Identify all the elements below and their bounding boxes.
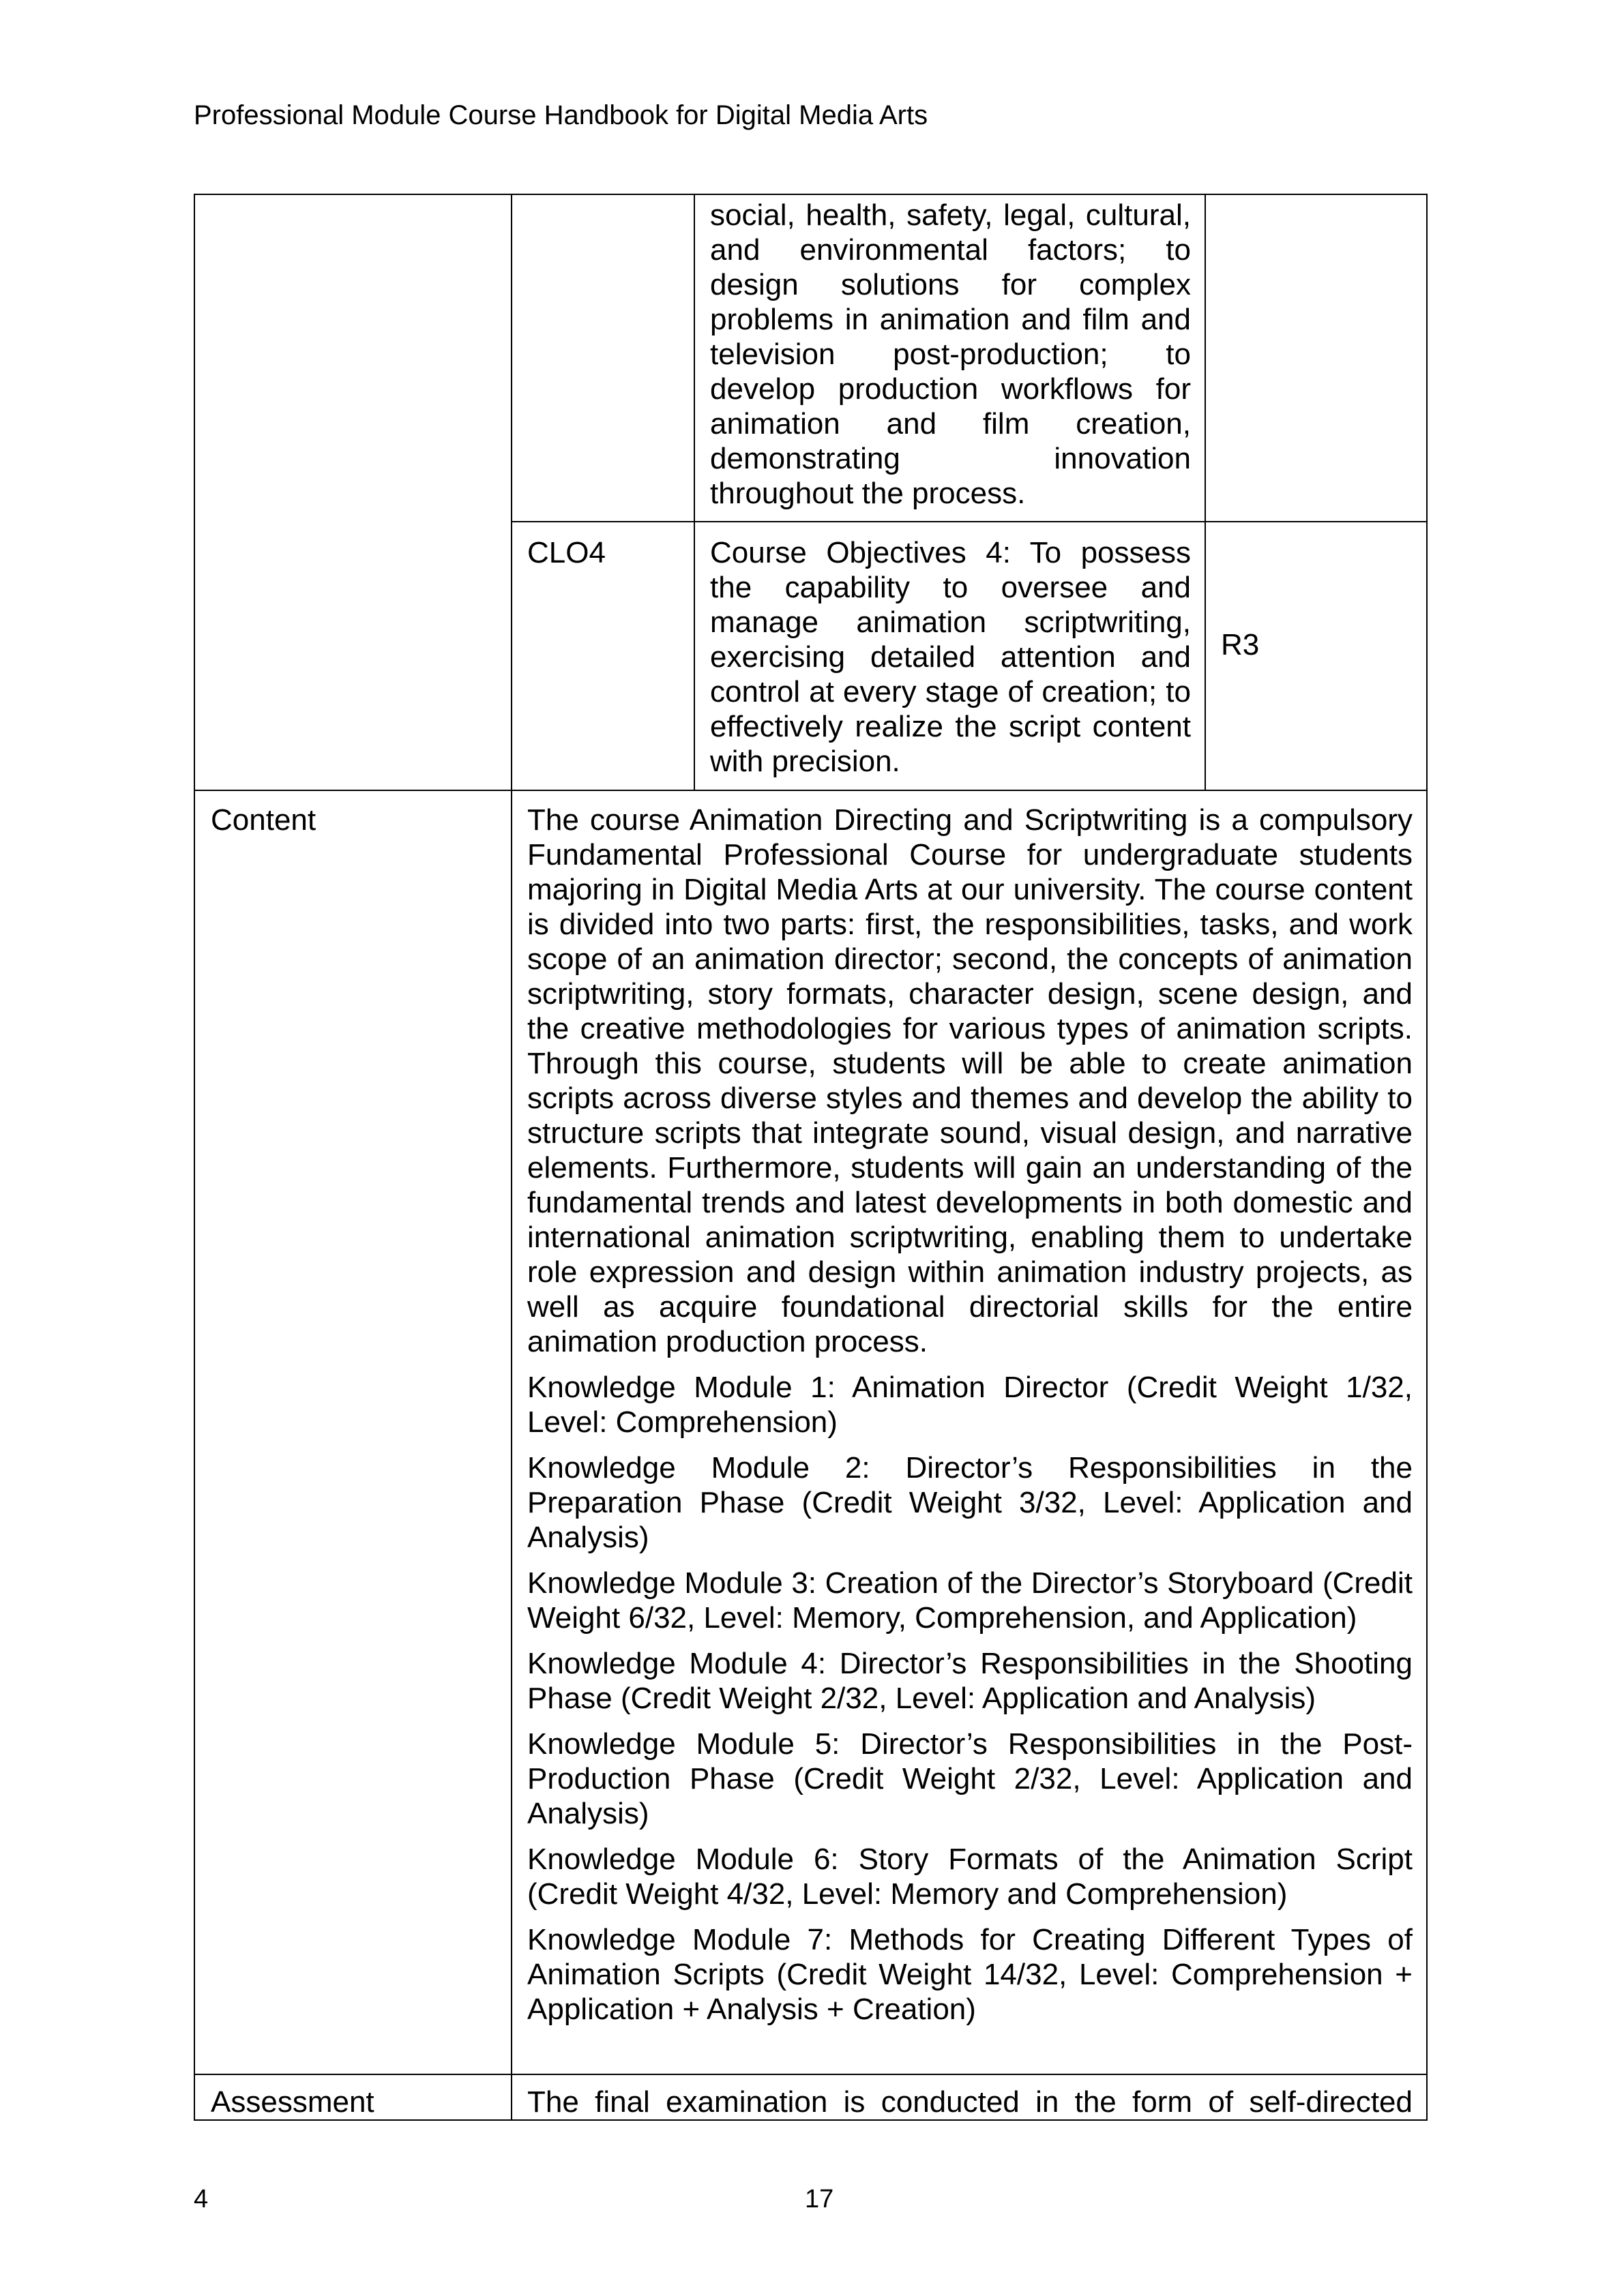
requirement-code: R3 [1221, 628, 1260, 661]
objective-cell-continuation [694, 194, 1205, 522]
footer-left-page-number: 4 [194, 2185, 209, 2213]
table-row-continuation [194, 194, 1427, 522]
requirement-cell [1205, 522, 1427, 790]
knowledge-module-3: Knowledge Module 3: Creation of the Director’s Storyboard (Credit Weight 6/32, Level: Memory, Comprehension, and Application) [527, 1566, 1413, 1635]
objective-cell-clo4 [694, 522, 1205, 790]
assessment-text-clip [527, 2085, 1413, 2119]
objective-text-continuation: social, health, safety, legal, cultural, and environmental factors; to design solutions for complex problems in animation and film and television post-production; to develop production workflows for animation and film creation, demonstrating innovation throughout the process. [710, 198, 1191, 510]
merged-blank-label-cell [194, 194, 512, 790]
assessment-label: Assessment [211, 2085, 374, 2119]
content-label-cell [194, 790, 512, 2074]
content-summary: The course Animation Directing and Scriptwriting is a compulsory Fundamental Professional Course for undergraduate students majoring in Digital Media Arts at our university. The course content is divided into two parts: first, the responsibilities, tasks, and work scope of an animation director; second, the concepts of animation scriptwriting, story formats, character design, scene design, and the creative methodologies for various types of animation scripts. Through this course, students will be able to create animation scripts across diverse styles and themes and develop the ability to structure scripts that integrate sound, visual design, and narrative elements. Furthermore, students will gain an understanding of the fundamental trends and latest developments in both domestic and international animation scriptwriting, enabling them to undertake role expression and design within animation industry projects, as well as acquire foundational directorial skills for the entire animation production process. [527, 803, 1413, 1358]
page-header-title: Professional Module Course Handbook for Digital Media Arts [194, 100, 928, 130]
knowledge-module-5: Knowledge Module 5: Director’s Responsibilities in the Post-Production Phase (Credit Weight 2/32, Level: Application and Analysis) [527, 1727, 1413, 1830]
content-body-cell [512, 790, 1427, 2074]
course-table [194, 194, 1428, 2121]
blank-requirement-cell [1205, 194, 1427, 522]
table-row-content [194, 790, 1427, 2074]
assessment-text: The final examination is conducted in the form of self-directed [527, 2085, 1413, 2119]
knowledge-module-6: Knowledge Module 6: Story Formats of the Animation Script (Credit Weight 4/32, Level: Memory and Comprehension) [527, 1843, 1413, 1911]
knowledge-module-7: Knowledge Module 7: Methods for Creating Different Types of Animation Scripts (Credit Weight 14/32, Level: Comprehension + Application + Analysis + Creation) [527, 1923, 1413, 2026]
footer-center-page-number: 17 [805, 2185, 834, 2213]
knowledge-module-2: Knowledge Module 2: Director’s Responsibilities in the Preparation Phase (Credit Weight 3/32, Level: Application and Analysis) [527, 1451, 1413, 1554]
objective-text-clo4: Course Objectives 4: To possess the capability to oversee and manage animation scriptwriting, exercising detailed attention and control at every stage of creation; to effectively realize the script content with precision. [710, 536, 1191, 778]
blank-code-cell [512, 194, 694, 522]
table-row-assessment [194, 2074, 1427, 2120]
clo-code: CLO4 [527, 536, 606, 569]
assessment-body-cell [512, 2074, 1427, 2120]
knowledge-module-4: Knowledge Module 4: Director’s Responsibilities in the Shooting Phase (Credit Weight 2/32, Level: Application and Analysis) [527, 1647, 1413, 1715]
assessment-label-cell [194, 2074, 512, 2120]
clo-code-cell [512, 522, 694, 790]
knowledge-module-1: Knowledge Module 1: Animation Director (Credit Weight 1/32, Level: Comprehension) [527, 1371, 1413, 1439]
content-label: Content [211, 803, 316, 837]
